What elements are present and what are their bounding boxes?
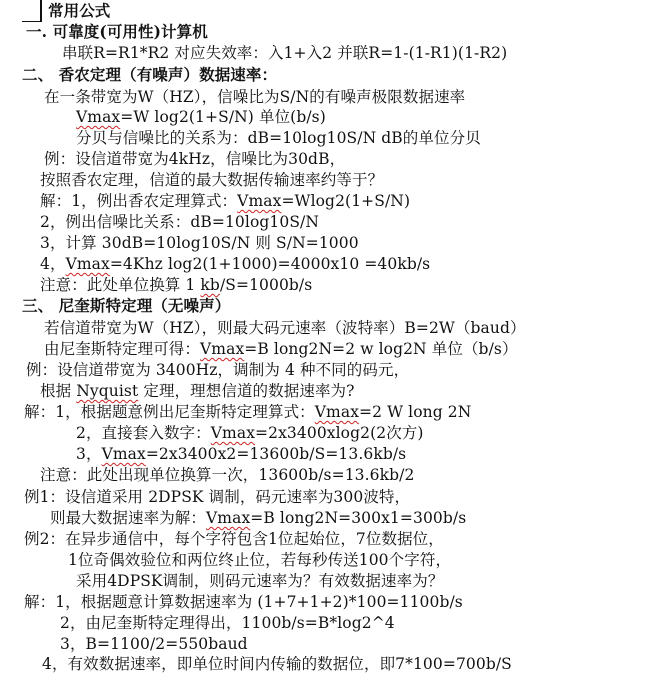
nyquist-term: Nyquist <box>76 382 139 400</box>
sec3-line-5 <box>24 402 471 422</box>
sec3-line-8: 注意：此处出现单位换算一次，13600b/s=13.6kb/2 <box>40 466 415 484</box>
sec2-line-9-formula: =4Khz log2(1+1000)=4000x10 =40kb/s <box>109 255 431 273</box>
title-marker <box>40 0 42 22</box>
sec3-line-1: 若信道带宽为W（HZ），则最大码元速率（波特率）B=2W（baud） <box>44 319 526 337</box>
sec2-line-3: 分贝与信噪比的关系为：dB=10log10S/N dB的单位分贝 <box>76 129 481 147</box>
sec2-line-8: 3，计算 30dB=10log10S/N 则 S/N=1000 <box>40 234 359 252</box>
sec2-line-2-text: =W log2(1+S/N) 单位(b/s) <box>120 108 326 126</box>
example-2-line-6: 3，B=1100/2=550baud <box>60 635 248 653</box>
sec3-line-2 <box>44 339 518 359</box>
example-2-line-4: 解：1，根据题意计算数据速率为 (1+7+1+2)*100=1100b/s <box>24 593 463 611</box>
example-1-line-2 <box>50 508 466 528</box>
kb-term: kb <box>200 276 220 294</box>
sec2-line-10 <box>40 275 312 295</box>
section-2-heading: 二、 香农定理（有噪声）数据速率： <box>22 65 278 84</box>
sec3-line-5-text: 解：1，根据题意例出尼奎斯特定理算式： <box>24 403 315 421</box>
vmax-term: Vmax <box>237 192 282 210</box>
sec2-line-2 <box>76 107 326 127</box>
vmax-term: Vmax <box>314 403 360 421</box>
page-title: 常用公式 <box>48 1 111 20</box>
example-2-line-5: 2，由尼奎斯特定理得出，1100b/s=B*log2^4 <box>60 614 395 632</box>
sec2-line-10-text: 注意：此处单位换算 1 <box>40 276 201 294</box>
sec3-line-7-formula: =2x3400x2=13600b/S=13.6kb/s <box>145 445 407 463</box>
sec3-line-6 <box>76 423 424 443</box>
sec3-line-2-formula: =B long2N=2 w log2N 单位（b/s） <box>244 340 518 358</box>
vmax-term: Vmax <box>101 445 146 463</box>
sec3-line-3: 例：设信道带宽为 3400Hz，调制为 4 种不同的码元， <box>26 361 410 379</box>
sec2-line-4: 例：设信道带宽为4kHz，信噪比为30dB， <box>44 150 346 168</box>
sec1-line-1: 串联R=R1*R2 对应失效率：入1+入2 并联R=1-(1-R1)(1-R2) <box>62 44 508 62</box>
vmax-term: Vmax <box>200 340 245 358</box>
sec3-line-4 <box>40 381 355 401</box>
sec2-line-5: 按照香农定理，信道的最大数据传输速率约等于？ <box>40 171 384 189</box>
example-2-line-3: 采用4DPSK调制，则码元速率为？有效数据速率为？ <box>76 572 444 590</box>
vmax-term: Vmax <box>76 108 121 126</box>
sec2-line-1: 在一条带宽为W（HZ），信噪比为S/N的有噪声极限数据速率 <box>44 88 466 106</box>
sec2-line-9-prefix: 4， <box>40 255 66 273</box>
sec3-line-7-prefix: 3， <box>76 445 102 463</box>
sec2-line-6-formula: =Wlog2(1+S/N) <box>281 192 411 210</box>
example-2-line-1: 例2：在异步通信中，每个字符包含1位起始位，7位数据位， <box>24 530 444 548</box>
sec2-line-7: 2，例出信噪比关系：dB=10log10S/N <box>40 213 320 231</box>
example-1-line-1: 例1：设信道采用 2DPSK 调制，码元速率为300波特， <box>24 488 411 506</box>
vmax-term: Vmax <box>65 255 110 273</box>
sec3-line-5-formula: =2 W long 2N <box>359 403 472 421</box>
example-1-line-2-text: 则最大数据速率为解： <box>50 509 207 527</box>
sec2-line-6-text: 解：1，例出香农定理算式： <box>40 192 238 210</box>
example-2-line-7: 4，有效数据速率，即单位时间内传输的数据位，即7*100=700b/S <box>42 655 512 673</box>
sec3-line-6-formula: =2x3400xlog2(2次方) <box>255 424 424 442</box>
section-1-heading: 一. 可靠度(可用性)计算机 <box>26 22 208 41</box>
sec2-line-10-unit: /S=1000b/s <box>219 276 313 294</box>
sec3-line-7 <box>76 444 406 464</box>
sec3-line-6-text: 2，直接套入数字： <box>76 424 211 442</box>
sec3-line-2-text: 由尼奎斯特定理可得： <box>44 340 201 358</box>
sec3-line-4-text: 根据 <box>40 382 77 400</box>
sec3-line-4-rest: 定理，理想信道的数据速率为? <box>138 382 355 400</box>
example-1-line-2-formula: =B long2N=300x1=300b/s <box>250 509 467 527</box>
section-3-heading: 三、 尼奎斯特定理（无噪声） <box>22 296 231 315</box>
sec2-line-6 <box>40 191 410 211</box>
vmax-term: Vmax <box>210 424 256 442</box>
example-2-line-2: 1位奇偶效验位和两位终止位，若每秒传送100个字符， <box>68 551 452 569</box>
sec2-line-9 <box>40 254 430 274</box>
vmax-term: Vmax <box>206 509 251 527</box>
